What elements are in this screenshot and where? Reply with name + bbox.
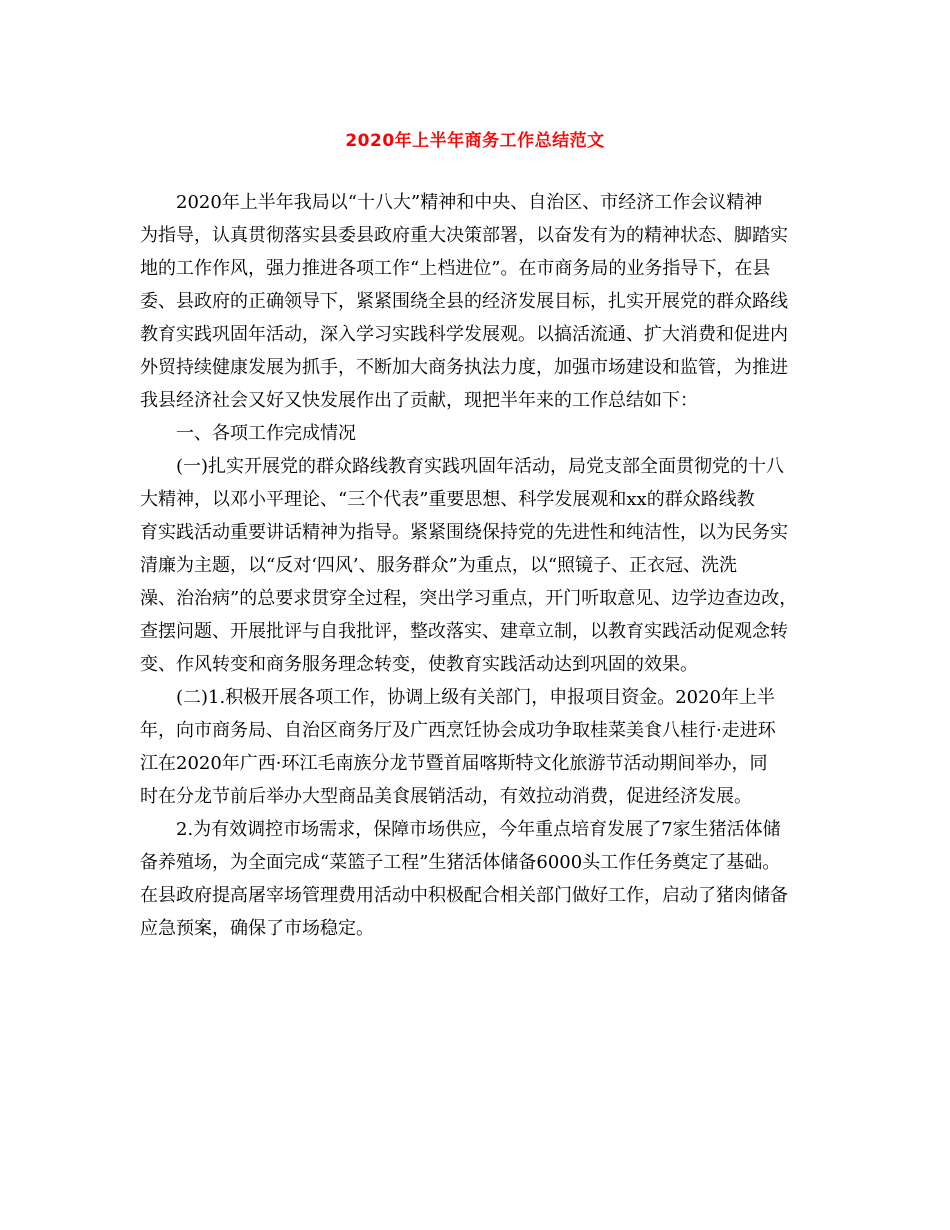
paragraph-line: 变、作风转变和商务服务理念转变，使教育实践活动达到巩固的效果。 bbox=[140, 654, 698, 675]
paragraph-line: 2.为有效调控市场需求，保障市场供应，今年重点培育发展了7家生猪活体储 bbox=[176, 819, 781, 840]
paragraph-line: 备养殖场，为全面完成“菜篮子工程”生猪活体储备6000头工作任务奠定了基础。 bbox=[140, 852, 781, 873]
paragraph-line: 外贸持续健康发展为抓手，不断加大商务执法力度，加强市场建设和监管，为推进 bbox=[140, 357, 788, 378]
paragraph-line: 大精神，以邓小平理论、“三个代表”重要思想、科学发展观和xx的群众路线教 bbox=[140, 489, 755, 510]
section-heading: 一、各项工作完成情况 bbox=[176, 423, 356, 444]
paragraph-line: 清廉为主题，以“反对‘四风’、服务群众”为重点，以“照镜子、正衣冠、洗洗 bbox=[140, 555, 738, 576]
paragraph-line: 委、县政府的正确领导下，紧紧围绕全县的经济发展目标，扎实开展党的群众路线 bbox=[140, 291, 788, 312]
paragraph-line: 澡、治治病”的总要求贯穿全过程，突出学习重点，开门听取意见、边学边查边改， bbox=[140, 588, 798, 609]
paragraph-line: 年，向市商务局、自治区商务厅及广西烹饪协会成功争取桂菜美食八桂行·走进环 bbox=[140, 720, 776, 741]
paragraph-line: 教育实践巩固年活动，深入学习实践科学发展观。以搞活流通、扩大消费和促进内 bbox=[140, 324, 788, 345]
paragraph-line: 地的工作作风，强力推进各项工作“上档进位”。在市商务局的业务指导下，在县 bbox=[140, 258, 771, 279]
paragraph-line: (二)1.积极开展各项工作，协调上级有关部门，申报项目资金。2020年上半 bbox=[176, 687, 776, 708]
paragraph-line: 2020年上半年我局以“十八大”精神和中央、自治区、市经济工作会议精神 bbox=[176, 192, 763, 213]
paragraph-line: 时在分龙节前后举办大型商品美食展销活动，有效拉动消费，促进经济发展。 bbox=[140, 786, 752, 807]
paragraph-line: 应急预案，确保了市场稳定。 bbox=[140, 918, 374, 939]
paragraph-line: 我县经济社会又好又快发展作出了贡献，现把半年来的工作总结如下： bbox=[140, 390, 698, 411]
paragraph-line: (一)扎实开展党的群众路线教育实践巩固年活动，局党支部全面贯彻党的十八 bbox=[176, 456, 785, 477]
paragraph-line: 育实践活动重要讲话精神为指导。紧紧围绕保持党的先进性和纯洁性，以为民务实 bbox=[140, 522, 788, 543]
paragraph-line: 在县政府提高屠宰场管理费用活动中积极配合相关部门做好工作，启动了猪肉储备 bbox=[140, 885, 788, 906]
paragraph-line: 查摆问题、开展批评与自我批评，整改落实、建章立制，以教育实践活动促观念转 bbox=[140, 621, 788, 642]
paragraph-line: 江在2020年广西·环江毛南族分龙节暨首届喀斯特文化旅游节活动期间举办，同 bbox=[140, 753, 768, 774]
document-title: 2020年上半年商务工作总结范文 bbox=[345, 131, 605, 151]
document-body bbox=[140, 186, 820, 945]
paragraph-line: 为指导，认真贯彻落实县委县政府重大决策部署，以奋发有为的精神状态、脚踏实 bbox=[140, 225, 788, 246]
